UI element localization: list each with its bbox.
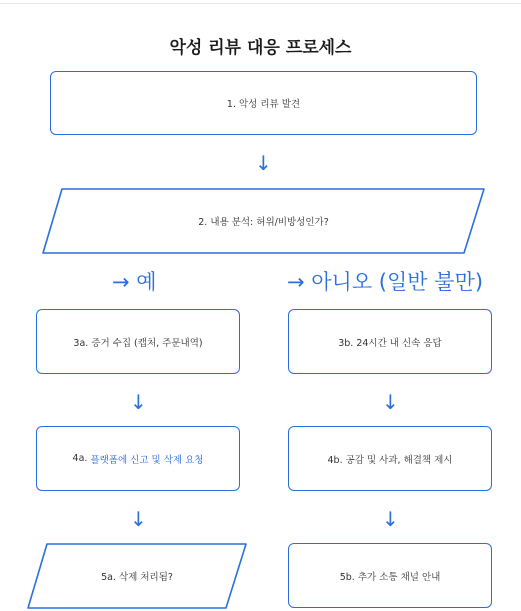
step-5b-box: [288, 543, 492, 608]
step-5a-box: [27, 543, 247, 609]
step-4a-highlight: 플랫폼에 신고 및 삭제 요청: [90, 454, 204, 466]
top-divider: [0, 3, 521, 4]
step-4a-box: [36, 426, 240, 491]
arrow-down-icon: ↓: [255, 151, 272, 175]
step-4a-prefix: 4a.: [72, 453, 91, 464]
branch-no-label: → 아니오 (일반 불만): [287, 270, 484, 294]
step-4b-label: 4b. 공감 및 사과, 해결책 제시: [327, 454, 453, 466]
page-title: 악성 리뷰 대응 프로세스: [169, 38, 352, 58]
step-2-box: [42, 188, 485, 254]
step-3b-box: [288, 309, 492, 374]
step-1-label: 1. 악성 리뷰 발견: [226, 99, 301, 110]
step-3a-label: 3a. 증거 수집 (캡처, 주문내역): [73, 337, 203, 349]
step-4b-box: [288, 426, 492, 491]
step-3a-box: [36, 309, 240, 374]
step-5b-label: 5b. 추가 소통 채널 안내: [339, 571, 441, 583]
arrow-down-icon: ↓: [130, 507, 147, 531]
arrow-down-icon: ↓: [382, 390, 399, 414]
step-3b-label: 3b. 24시간 내 신속 응답: [338, 337, 442, 349]
step-1-box: [50, 71, 477, 135]
arrow-down-icon: ↓: [130, 390, 147, 414]
arrow-down-icon: ↓: [382, 507, 399, 531]
branch-yes-label: → 예: [112, 270, 157, 294]
step-2-label: 2. 내용 분석: 허위/비방성인가?: [198, 217, 329, 228]
step-5a-label: 5a. 삭제 처리됨?: [101, 572, 173, 583]
